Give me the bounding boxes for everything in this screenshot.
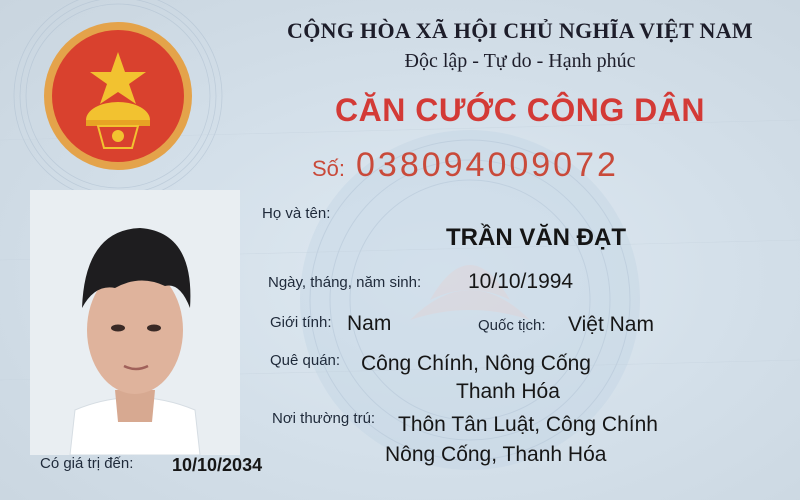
full-name: TRẦN VĂN ĐẠT bbox=[446, 224, 626, 251]
portrait-photo bbox=[30, 190, 240, 455]
expiry-date: 10/10/2034 bbox=[172, 455, 263, 475]
national-emblem-icon bbox=[28, 8, 208, 188]
card-title: CĂN CƯỚC CÔNG DÂN bbox=[335, 92, 705, 128]
residence-line1: Thôn Tân Luật, Công Chính bbox=[398, 413, 658, 436]
nationality-value: Việt Nam bbox=[568, 313, 654, 336]
sex-label: Giới tính: bbox=[270, 314, 332, 331]
dob-label: Ngày, tháng, năm sinh: bbox=[268, 274, 422, 291]
hometown-label: Quê quán: bbox=[270, 352, 341, 369]
motto: Độc lập - Tự do - Hạnh phúc bbox=[404, 50, 636, 72]
hometown-line2: Thanh Hóa bbox=[456, 380, 560, 403]
sex-value: Nam bbox=[347, 312, 392, 335]
hometown-line1: Công Chính, Nông Cống bbox=[361, 352, 591, 375]
name-label: Họ và tên: bbox=[262, 205, 331, 222]
dob-value: 10/10/1994 bbox=[468, 270, 574, 293]
nationality-label: Quốc tịch: bbox=[478, 317, 546, 334]
country-header: CỘNG HÒA XÃ HỘI CHỦ NGHĨA VIỆT NAM bbox=[287, 18, 753, 43]
id-number: 038094009072 bbox=[356, 146, 619, 184]
expiry-label: Có giá trị đến: bbox=[40, 455, 134, 472]
id-number-label: Số: bbox=[312, 156, 346, 181]
residence-line2: Nông Cống, Thanh Hóa bbox=[385, 443, 607, 466]
residence-label: Nơi thường trú: bbox=[272, 410, 376, 427]
